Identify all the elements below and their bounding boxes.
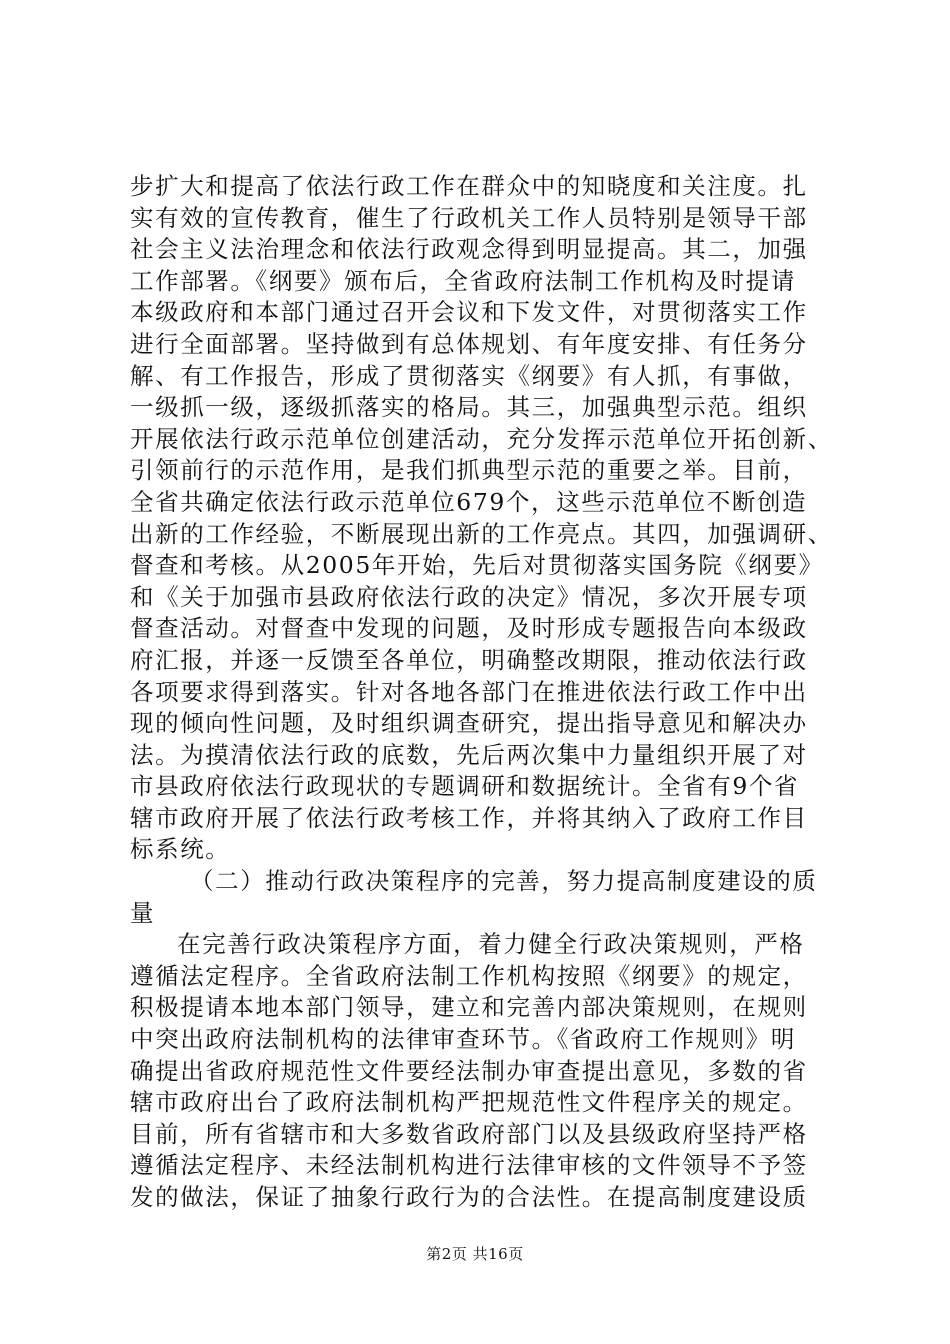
text-line: 现的倾向性问题，及时组织调查研究，提出指导意见和解决办 bbox=[130, 709, 808, 738]
text-line: 辖市政府出台了政府法制机构严把规范性文件程序关的规定。 bbox=[130, 1088, 808, 1117]
page-footer: 第2页 共16页 bbox=[426, 1245, 524, 1263]
text-line: 工作部署。《纲要》颁布后，全省政府法制工作机构及时提请 bbox=[130, 266, 796, 295]
text-line: 一级抓一级，逐级抓落实的格局。其三，加强典型示范。组织 bbox=[130, 393, 808, 422]
text-line: 市县政府依法行政现状的专题调研和数据统计。全省有9个省 bbox=[130, 772, 800, 801]
text-line: 解、有工作报告，形成了贯彻落实《纲要》有人抓，有事做， bbox=[130, 361, 808, 390]
text-line: 进行全面部署。坚持做到有总体规划、有年度安排、有任务分 bbox=[130, 329, 808, 358]
text-line: 辖市政府开展了依法行政考核工作，并将其纳入了政府工作目 bbox=[130, 803, 808, 832]
text-line: 目前，所有省辖市和大多数省政府部门以及县级政府坚持严格 bbox=[130, 1119, 808, 1148]
text-line: 督查活动。对督查中发现的问题，及时形成专题报告向本级政 bbox=[130, 614, 808, 643]
text-line: 引领前行的示范作用，是我们抓典型示范的重要之举。目前， bbox=[130, 456, 808, 485]
text-line: 实有效的宣传教育，催生了行政机关工作人员特别是领导干部 bbox=[130, 203, 808, 232]
text-line: 积极提请本地本部门领导，建立和完善内部决策规则，在规则 bbox=[130, 993, 808, 1022]
text-line: 确提出省政府规范性文件要经法制办审查提出意见，多数的省 bbox=[130, 1056, 808, 1085]
text-line: 社会主义法治理念和依法行政观念得到明显提高。其二，加强 bbox=[130, 235, 808, 264]
text-line: 量 bbox=[130, 898, 156, 927]
text-line: 各项要求得到落实。针对各地各部门在推进依法行政工作中出 bbox=[130, 677, 808, 706]
text-line: 法。为摸清依法行政的底数，先后两次集中力量组织开展了对 bbox=[130, 740, 808, 769]
body-text bbox=[130, 171, 833, 1214]
text-line: 督查和考核。从2005年开始，先后对贯彻落实国务院《纲要》 bbox=[130, 551, 824, 580]
text-line: （二）推动行政决策程序的完善，努力提高制度建设的质 bbox=[190, 867, 818, 896]
text-line: 出新的工作经验，不断展现出新的工作亮点。其四，加强调研、 bbox=[130, 519, 833, 548]
text-line: 遵循法定程序。全省政府法制工作机构按照《纲要》的规定， bbox=[130, 961, 808, 990]
text-line: 步扩大和提高了依法行政工作在群众中的知晓度和关注度。扎 bbox=[130, 172, 808, 200]
text-line: 发的做法，保证了抽象行政行为的合法性。在提高制度建设质 bbox=[130, 1183, 808, 1211]
text-line: 中突出政府法制机构的法律审查环节。《省政府工作规则》明 bbox=[130, 1025, 796, 1054]
text-line: 标系统。 bbox=[130, 835, 231, 864]
text-line: 本级政府和本部门通过召开会议和下发文件，对贯彻落实工作 bbox=[130, 298, 808, 327]
text-line: 和《关于加强市县政府依法行政的决定》情况，多次开展专项 bbox=[130, 582, 808, 611]
text-line: 府汇报，并逐一反馈至各单位，明确整改期限，推动依法行政 bbox=[130, 645, 808, 674]
text-line: 在完善行政决策程序方面，着力健全行政决策规则，严格 bbox=[177, 930, 805, 959]
text-line: 全省共确定依法行政示范单位679个，这些示范单位不断创造 bbox=[130, 487, 808, 516]
text-line: 遵循法定程序、未经法制机构进行法律审核的文件领导不予签 bbox=[130, 1151, 808, 1180]
text-line: 开展依法行政示范单位创建活动，充分发挥示范单位开拓创新、 bbox=[130, 424, 833, 453]
